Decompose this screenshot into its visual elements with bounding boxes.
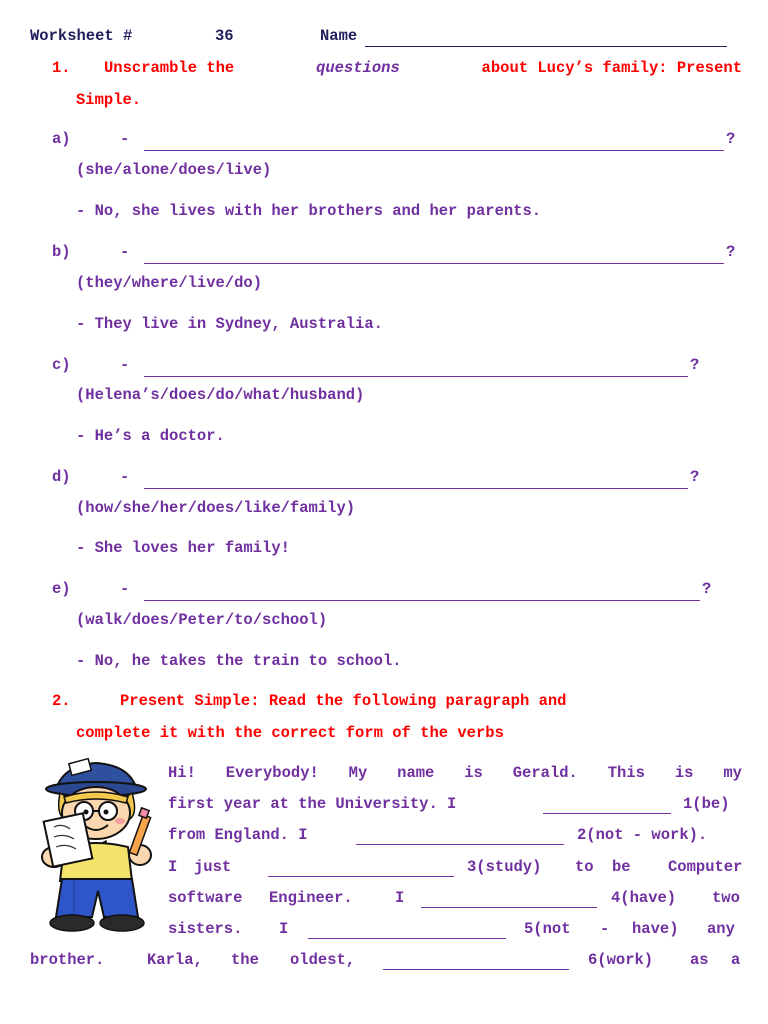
word: name xyxy=(397,764,435,782)
item-c-answer-line[interactable] xyxy=(144,360,688,377)
item-d-letter: d) xyxy=(52,468,71,486)
section1-title-line2: Simple. xyxy=(76,91,142,109)
worksheet-label: Worksheet # xyxy=(30,27,133,45)
blank-2[interactable] xyxy=(356,828,564,845)
section1-title-part1: Unscramble the xyxy=(104,59,235,77)
worksheet-number: 36 xyxy=(215,27,234,45)
word: two xyxy=(712,889,740,907)
word: have) xyxy=(632,920,679,938)
word: Karla, xyxy=(147,951,203,969)
item-e-qmark: ? xyxy=(702,580,712,598)
word: - xyxy=(600,920,610,938)
word: a xyxy=(731,951,741,969)
word: my xyxy=(723,764,742,782)
item-e-words: (walk/does/Peter/to/school) xyxy=(76,611,328,629)
word: Gerald. xyxy=(512,764,578,782)
item-c-qmark: ? xyxy=(690,356,700,374)
section2-number: 2. xyxy=(52,692,71,710)
item-b-answer: - They live in Sydney, Australia. xyxy=(76,315,383,333)
item-c-letter: c) xyxy=(52,356,71,374)
item-e-answer: - No, he takes the train to school. xyxy=(76,652,402,670)
blank-4[interactable] xyxy=(421,891,597,908)
item-a-answer-line[interactable] xyxy=(144,134,724,151)
blank-3[interactable] xyxy=(268,860,454,877)
word: is xyxy=(674,764,694,782)
item-e-answer-line[interactable] xyxy=(144,584,700,601)
word: the xyxy=(231,951,259,969)
item-b-qmark: ? xyxy=(726,243,736,261)
item-e-letter: e) xyxy=(52,580,71,598)
paragraph-line-1 xyxy=(168,764,742,782)
blank-1[interactable] xyxy=(543,797,671,814)
blank-2-hint: 2(not - work). xyxy=(577,826,708,844)
paragraph-line-2-text: first year at the University. I xyxy=(168,795,457,813)
blank-5[interactable] xyxy=(308,922,506,939)
word: as xyxy=(690,951,709,969)
name-label: Name xyxy=(320,27,358,45)
word: be xyxy=(612,858,631,876)
word: brother. xyxy=(30,951,105,969)
name-field[interactable] xyxy=(365,30,727,47)
item-c-dash: - xyxy=(120,356,130,374)
word: Everybody! xyxy=(225,764,319,782)
word: is xyxy=(464,764,483,782)
blank-6-hint: 6(work) xyxy=(588,951,654,969)
item-d-answer: - She loves her family! xyxy=(76,539,290,557)
word: software xyxy=(168,889,243,907)
blank-3-hint: 3(study) xyxy=(467,858,542,876)
section1-title-italic: questions xyxy=(316,59,400,77)
blank-1-hint: 1(be) xyxy=(683,795,730,813)
word: Hi! xyxy=(168,764,196,782)
blank-4-hint: 4(have) xyxy=(611,889,677,907)
section1-title-part2: about Lucy’s family: Present xyxy=(481,59,742,77)
word: I xyxy=(279,920,289,938)
item-a-dash: - xyxy=(120,130,130,148)
item-e-dash: - xyxy=(120,580,130,598)
word: sisters. xyxy=(168,920,243,938)
blank-5-hint: 5(not xyxy=(524,920,571,938)
item-c-words: (Helena’s/does/do/what/husband) xyxy=(76,386,365,404)
item-d-dash: - xyxy=(120,468,130,486)
item-b-words: (they/where/live/do) xyxy=(76,274,263,292)
word: My xyxy=(348,764,368,782)
paragraph-line-3-text: from England. I xyxy=(168,826,308,844)
section1-number: 1. xyxy=(52,59,71,77)
item-b-letter: b) xyxy=(52,243,71,261)
item-a-words: (she/alone/does/live) xyxy=(76,161,272,179)
item-d-answer-line[interactable] xyxy=(144,472,688,489)
student-cartoon-image xyxy=(34,757,162,937)
section1-title xyxy=(104,59,742,77)
word: I xyxy=(168,858,178,876)
item-d-words: (how/she/her/does/like/family) xyxy=(76,499,356,517)
word: any xyxy=(707,920,735,938)
word: to xyxy=(575,858,594,876)
item-c-answer: - He’s a doctor. xyxy=(76,427,225,445)
word: This xyxy=(607,764,645,782)
item-b-answer-line[interactable] xyxy=(144,247,724,264)
item-a-answer: - No, she lives with her brothers and her parents. xyxy=(76,202,542,220)
word: Computer xyxy=(668,858,743,876)
item-b-dash: - xyxy=(120,243,130,261)
section2-title-line2: complete it with the correct form of the verbs xyxy=(76,724,504,742)
item-a-letter: a) xyxy=(52,130,71,148)
word: Engineer. xyxy=(269,889,353,907)
blank-6[interactable] xyxy=(383,953,569,970)
item-a-qmark: ? xyxy=(726,130,736,148)
word: I xyxy=(395,889,405,907)
word: oldest, xyxy=(290,951,356,969)
section2-title-line1: Present Simple: Read the following paragraph and xyxy=(120,692,567,710)
item-d-qmark: ? xyxy=(690,468,700,486)
word: just xyxy=(194,858,232,876)
